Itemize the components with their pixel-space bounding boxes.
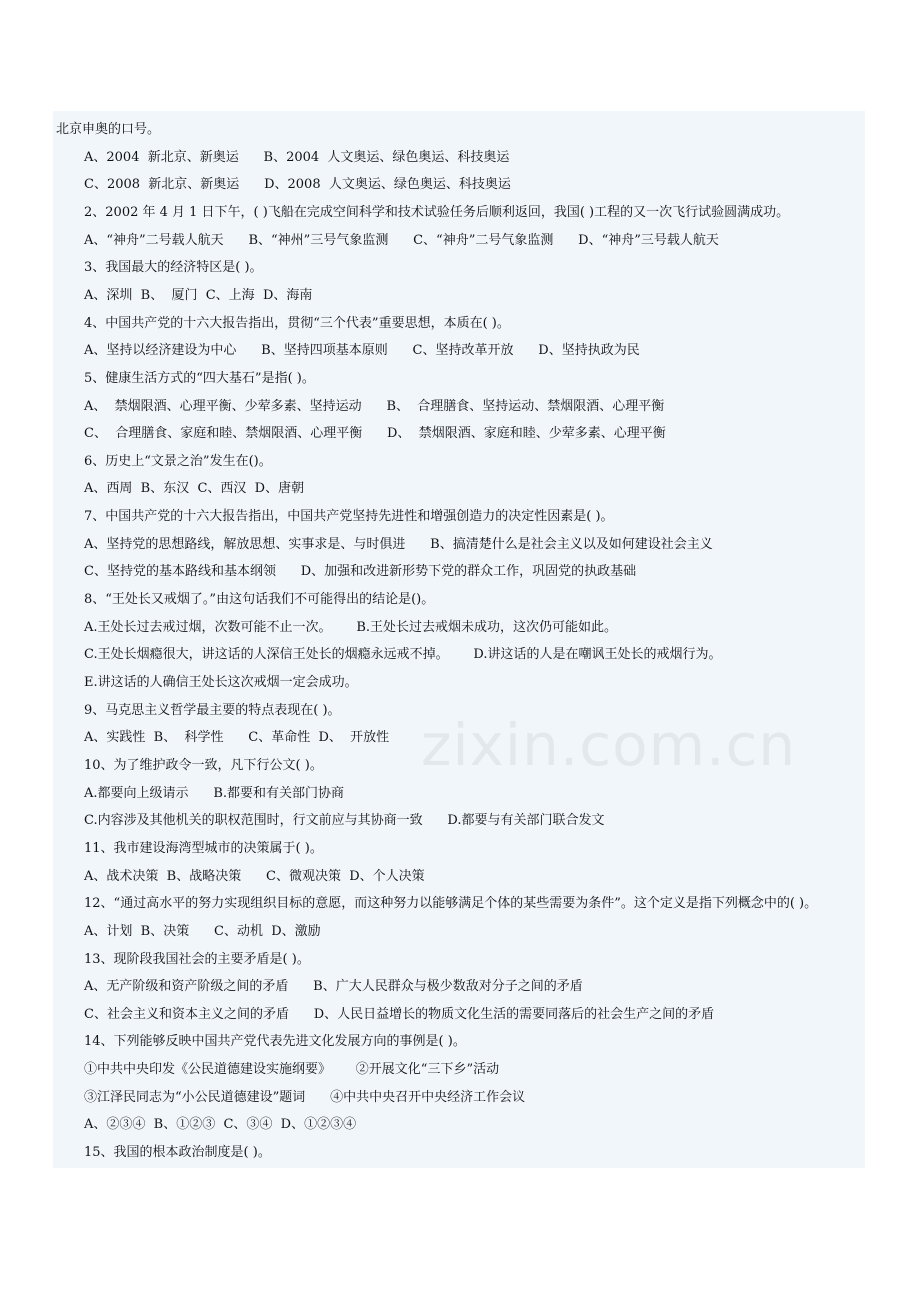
text-line: C.内容涉及其他机关的职权范围时，行文前应与其协商一致 D.都要与有关部门联合发文 [84, 813, 605, 829]
text-line: E.讲这话的人确信王处长这次戒烟一定会成功。 [84, 675, 358, 690]
text-line: A、西周 B、东汉 C、西汉 D、唐朝 [84, 481, 305, 497]
text-line: A、2004 新北京、新奥运 B、2004 人文奥运、绿色奥运、科技奥运 [84, 149, 510, 165]
text-line: A、战术决策 B、战略决策 C、微观决策 D、个人决策 [84, 868, 425, 884]
text-line: 13、现阶段我国社会的主要矛盾是( )。 [84, 951, 310, 967]
text-line: A.都要向上级请示 B.都要和有关部门协商 [84, 785, 345, 801]
text-line: C、社会主义和资本主义之间的矛盾 D、人民日益增长的物质文化生活的需要同落后的社会生产之间的矛盾 [84, 1006, 715, 1022]
text-line: 15、我国的根本政治制度是( )。 [84, 1145, 271, 1160]
text-line: A、坚持以经济建设为中心 B、坚持四项基本原则 C、坚持改革开放 D、坚持执政为民 [84, 343, 640, 359]
text-line: 11、我市建设海湾型城市的决策属于( )。 [84, 840, 323, 856]
document-page [53, 111, 865, 1168]
text-line: A、深圳 B、 厦门 C、上海 D、海南 [84, 287, 313, 303]
text-line: 2、2002 年 4 月 1 日下午，( )飞船在完成空间科学和技术试验任务后顺利返回，我国( )工程的又一次飞行试验圆满成功。 [84, 204, 790, 220]
text-line: 5、健康生活方式的“四大基石”是指( )。 [84, 370, 315, 386]
text-line: 6、历史上“文景之治”发生在()。 [84, 453, 272, 469]
text-line: A、实践性 B、 科学性 C、革命性 D、 开放性 [84, 730, 390, 746]
watermark-text: zixin.com.cn [421, 711, 797, 779]
text-line: A、②③④ B、①②③ C、③④ D、①②③④ [84, 1117, 357, 1133]
text-line: 12、“通过高水平的努力实现组织目标的意愿，而这种努力以能够满足个体的某些需要为条件”。这个定义是指下列概念中的( )。 [84, 896, 818, 912]
text-line: A、坚持党的思想路线，解放思想、实事求是、与时俱进 B、搞清楚什么是社会主义以及如何建设社会主义 [84, 536, 713, 552]
text-line: 14、下列能够反映中国共产党代表先进文化发展方向的事例是( )。 [84, 1034, 466, 1050]
text-line: A、计划 B、决策 C、动机 D、激励 [84, 923, 321, 939]
text-line: 3、我国最大的经济特区是( )。 [84, 260, 263, 276]
text-line: C.王处长烟瘾很大，讲这话的人深信王处长的烟瘾永远戒不掉。 D.讲这话的人是在嘲讽王处长的戒烟行为。 [84, 647, 722, 663]
text-line: A、“神舟”二号载人航天 B、“神州”三号气象监测 C、“神舟”二号气象监测 D、“神舟”三号载人航天 [84, 232, 719, 248]
text-line: C、坚持党的基本路线和基本纲领 D、加强和改进新形势下党的群众工作，巩固党的执政基础 [84, 564, 637, 580]
text-line: 4、中国共产党的十六大报告指出，贯彻“三个代表”重要思想，本质在( )。 [84, 315, 510, 331]
text-line: ①中共中央印发《公民道德建设实施纲要》 ②开展文化“三下乡”活动 [84, 1062, 500, 1078]
text-line: A、 禁烟限酒、心理平衡、少荤多素、坚持运动 B、 合理膳食、坚持运动、禁烟限酒、心理平衡 [84, 398, 665, 414]
text-line: 8、“王处长又戒烟了。”由这句话我们不可能得出的结论是()。 [84, 592, 435, 607]
text-line: A.王处长过去戒过烟，次数可能不止一次。 B.王处长过去戒烟未成功，这次仍可能如此。 [84, 619, 618, 635]
text-line: 9、马克思主义哲学最主要的特点表现在( )。 [84, 702, 341, 718]
text-line: C、2008 新北京、新奥运 D、2008 人文奥运、绿色奥运、科技奥运 [84, 177, 511, 193]
text-line: 10、为了维护政令一致，凡下行公文( )。 [84, 757, 323, 773]
text-line: 7、中国共产党的十六大报告指出，中国共产党坚持先进性和增强创造力的决定性因素是( )。 [84, 509, 614, 525]
text-line: A、无产阶级和资产阶级之间的矛盾 B、广大人民群众与极少数敌对分子之间的矛盾 [84, 979, 583, 995]
text-line: ③江泽民同志为“小公民道德建设”题词 ④中共中央召开中央经济工作会议 [84, 1089, 526, 1105]
text-line: 北京申奥的口号。 [56, 122, 161, 137]
text-line: C、 合理膳食、家庭和睦、禁烟限酒、心理平衡 D、 禁烟限酒、家庭和睦、少荤多素、心理平衡 [84, 426, 666, 442]
